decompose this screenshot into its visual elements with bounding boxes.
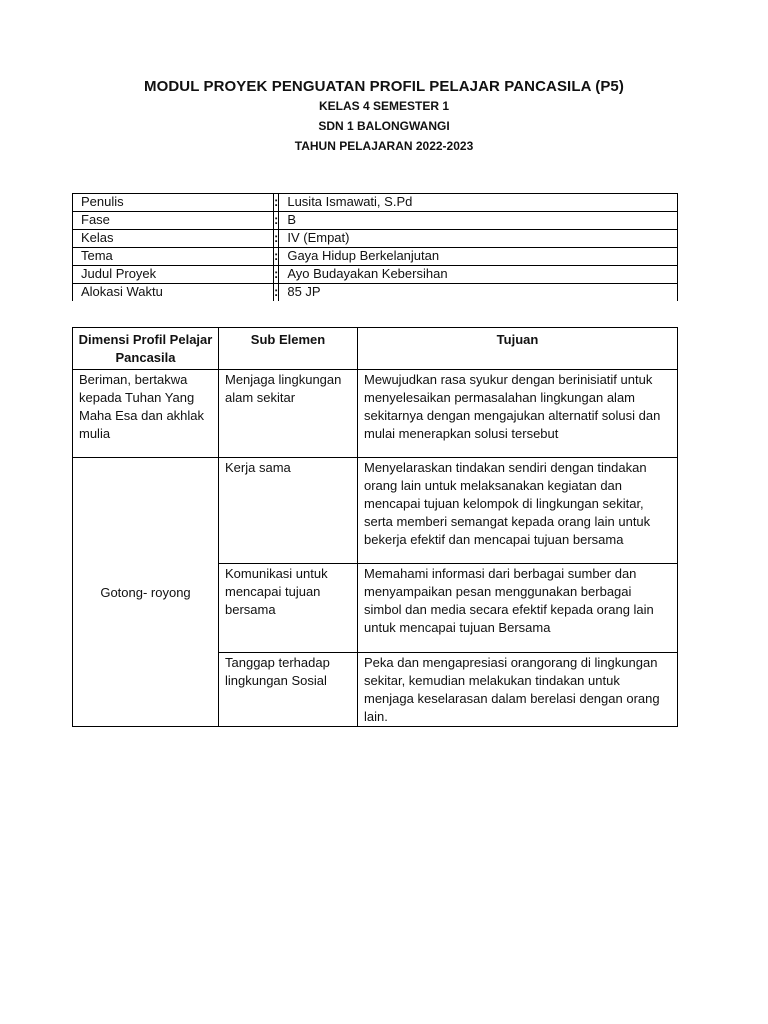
info-row-kelas	[73, 230, 678, 248]
info-row-alokasi	[73, 284, 678, 302]
cell-sub-elemen: Menjaga lingkungan alam sekitar	[219, 370, 358, 458]
info-value: Ayo Budayakan Kebersihan	[279, 266, 678, 284]
info-colon: :	[274, 284, 279, 299]
info-label: Kelas	[73, 230, 274, 248]
info-value: Gaya Hidup Berkelanjutan	[279, 248, 678, 266]
info-row-penulis	[73, 194, 678, 212]
info-colon: :	[274, 248, 279, 266]
header-sub-elemen: Sub Elemen	[219, 328, 358, 370]
info-colon: :	[274, 266, 279, 284]
cell-tujuan: Mewujudkan rasa syukur dengan berinisiatif untuk menyelesaikan permasalahan lingkungan alam sekitarnya dengan mengajukan alternatif solusi dan mulai menerapkan solusi tersebut	[358, 370, 678, 458]
cell-dimensi-gotong-royong: Gotong- royong	[73, 458, 219, 727]
info-table	[72, 193, 678, 301]
cell-tujuan: Peka dan mengapresiasi orangorang di lingkungan sekitar, kemudian melakukan tindakan untuk menjaga keselarasan dalam berelasi dengan orang lain.	[358, 653, 678, 727]
cell-sub-elemen: Komunikasi untuk mencapai tujuan bersama	[219, 564, 358, 653]
info-row-fase	[73, 212, 678, 230]
info-colon: :	[274, 230, 279, 248]
info-label: Penulis	[73, 194, 274, 212]
info-value: 85 JP	[279, 284, 678, 302]
info-label: Judul Proyek	[73, 266, 274, 284]
table-row-beriman	[73, 370, 678, 458]
cell-tujuan: Memahami informasi dari berbagai sumber dan menyampaikan pesan menggunakan berbagai simbol dan media secara efektif kepada orang lain untuk mencapai tujuan Bersama	[358, 564, 678, 653]
year-subtitle: TAHUN PELAJARAN 2022-2023	[294, 139, 474, 153]
p5-dimension-table	[72, 327, 678, 727]
info-row-tema	[73, 248, 678, 266]
cell-sub-elemen: Tanggap terhadap lingkungan Sosial	[219, 653, 358, 727]
cell-sub-elemen: Kerja sama	[219, 458, 358, 564]
info-colon: :	[274, 194, 279, 212]
info-row-judul	[73, 266, 678, 284]
cell-dimensi: Beriman, bertakwa kepada Tuhan Yang Maha Esa dan akhlak mulia	[73, 370, 219, 458]
class-subtitle: KELAS 4 SEMESTER 1	[318, 99, 450, 113]
info-value: B	[279, 212, 678, 230]
info-label: Fase	[73, 212, 274, 230]
info-value: Lusita Ismawati, S.Pd	[279, 194, 678, 212]
cell-tujuan: Menyelaraskan tindakan sendiri dengan tindakan orang lain untuk melaksanakan kegiatan dan mencapai tujuan kelompok di lingkungan sekitar, serta memberi semangat kepada orang lain untuk bekerja efektif dan mencapai tujuan bersama	[358, 458, 678, 564]
header-dimensi: Dimensi Profil Pelajar Pancasila	[73, 328, 219, 370]
table-row-kerja-sama	[73, 458, 678, 564]
info-value: IV (Empat)	[279, 230, 678, 248]
school-subtitle: SDN 1 BALONGWANGI	[318, 119, 450, 133]
header-tujuan: Tujuan	[358, 328, 678, 370]
document-title: MODUL PROYEK PENGUATAN PROFIL PELAJAR PANCASILA (P5)	[144, 78, 624, 95]
info-label: Alokasi Waktu	[73, 284, 274, 302]
info-colon: :	[274, 212, 279, 230]
table-header-row	[73, 328, 678, 370]
info-label: Tema	[73, 248, 274, 266]
